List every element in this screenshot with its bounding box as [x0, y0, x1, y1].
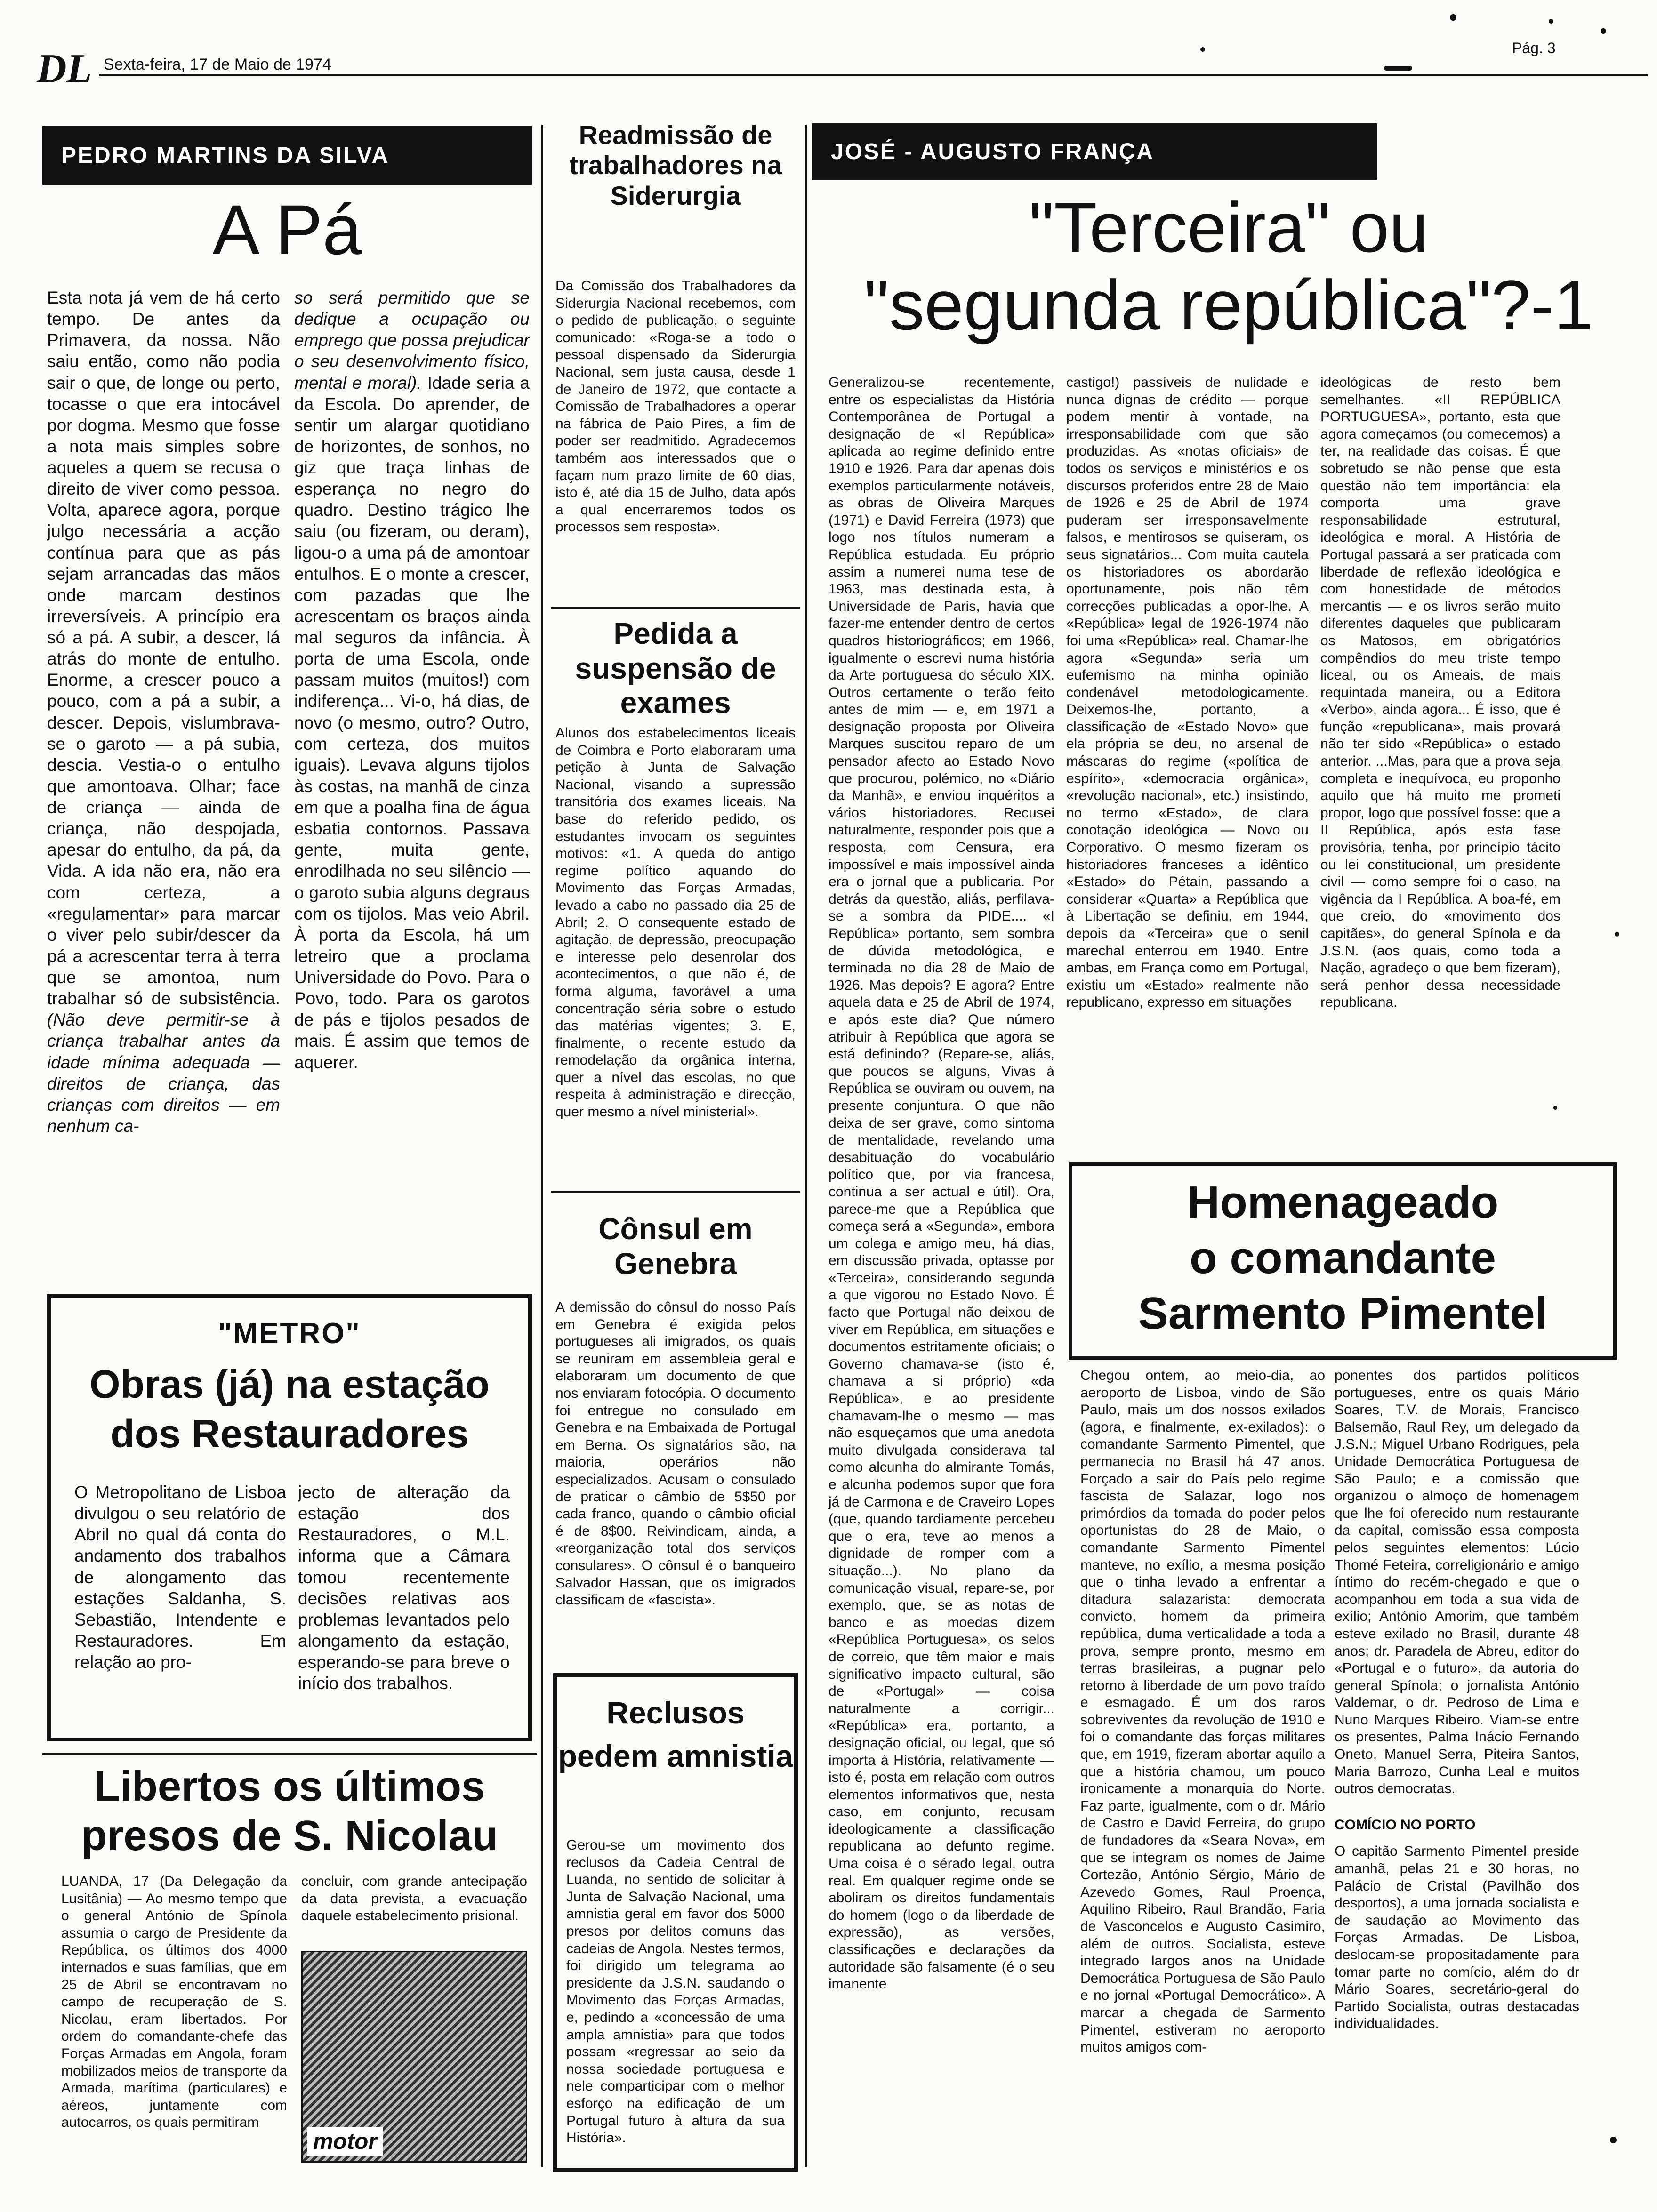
homenagem-text-col2 [1335, 1367, 1579, 2167]
print-speck [1549, 19, 1553, 24]
metro-text-col1: O Metropolitano de Lisboa divulgou o seu relatório de Abril no qual dá conta do andamento dos trabalhos de alongamento das estações Saldanha, S. Sebastião, Intendente e Restauradores. Em relação ao pro- [74, 1483, 286, 1672]
print-speck [1601, 28, 1606, 34]
byline-bar [812, 123, 1377, 180]
section-rule [551, 1191, 800, 1193]
article-text-italic: so será permitido que se dedique a ocupação ou emprego que possa prejudicar o seu desenvolvimento físico, mental e moral). [294, 288, 530, 393]
consul-title: Cônsul em Genebra [598, 1212, 753, 1281]
article-text: Esta nota já vem de há certo tempo. De antes da Primavera, da nossa. Não saiu então, como não podia sair o que, de longe ou perto, tocasse o que era intocável por dogma. Mesmo que fosse a nota mais simples sobre aqueles a quem se recusa o direito de viver como pessoa. Volta, aparece agora, porque julgo necessária a acção contínua para que as pás sejam arrancadas das mãos onde marcam destinos irreversíveis. A princípio era só a pá. A subir, a descer, lá atrás do monte de entulho. Enorme, a crescer pouco a pouco, com a pá a subir, a descer. Depois, vislumbrava-se o garoto — a pá subia, descia. Vestia-o o entulho que amontoava. Olhar; face de criança — ainda de criança, não despojada, apesar do entulho, da pá, da Vida. A ida não era, não era com certeza, a «regulamentar» para marcar o viver pelo subir/descer da pá a acrescentar terra à terra que se amontoa, num trabalhar só de subsistência. [47, 288, 280, 1009]
issue-date: Sexta-feira, 17 de Maio de 1974 [104, 56, 331, 73]
comicio-subhead: COMÍCIO NO PORTO [1335, 1817, 1476, 1833]
homenagem-text: ponentes dos partidos políticos portugueses, entre os quais Mário Soares, T.V. de Morais, Francisco Balsemão, Raul Rey, um delegado da J.S.N.; Miguel Urbano Rodrigues, pela Unidade Democrática Portuguesa de São Paulo; e a comissão que organizou o almoço de homenagem que lhe foi oferecido num restaurante da capital, comissão essa composta pelos seguintes elementos: Lúcio Thomé Feteira, correligionário e amigo íntimo do recém-chegado e que o acompanhou em toda a sua vida de exílio; António Amorim, que também esteve exilado no Brasil, durante 48 anos; dr. Paradela de Abreu, editor do «Portugal e o futuro», da autoria do general Spínola; o jornalista António Valdemar, o dr. Pedroso de Lima e Nuno Marques Ribeiro. Viam-se entre os presentes, Palma Inácio Fernando Oneto, Manuel Serra, Piteira Santos, Maria Barrozo, Cunha Leal e muitos outros democratas. [1335, 1368, 1579, 1797]
republica-title-line2: "segunda república"?-1 [864, 265, 1593, 345]
article-body-col1 [47, 287, 280, 1266]
consul-text: A demissão do cônsul do nosso País em Genebra é exigida pelos portugueses ali imigrados, os quais se reuniram em assembleia geral e elaboraram um documento de que nos enviaram fotocópia. O documento foi entregue no consulado em Genebra e na Embaixada de Portugal em Berna. Os signatários são, na maioria, operários não especializados. Acusam o consulado de praticar o câmbio de 5$50 por cada franco, quando o câmbio oficial é de 8$00. Reivindicam, ainda, a «reorganização total dos serviços consulares». O cônsul é o banqueiro Salvador Hassan, que os imigrados classificam de «fascista». [555, 1299, 796, 1608]
nicolau-title-line1: Libertos os últimos [94, 1763, 485, 1810]
article-body-col2 [294, 287, 530, 1266]
metro-box [47, 1294, 532, 1741]
metro-title-line1: Obras (já) na estação [89, 1362, 490, 1406]
reclusos-text: Gerou-se um movimento dos reclusos da Cadeia Central de Luanda, no sentido de solicitar à Junta de Salvação Nacional, uma amnistia geral em favor dos 5000 presos por delitos comuns das cadeias de Angola. Nestes termos, foi dirigido um telegrama ao presidente da J.S.N. saudando o Movimento das Forças Armadas, e, pedindo a «concessão de uma ampla amnistia» para que todos possam «regressar ao seio da nossa sociedade portuguesa e nele comparticipar com o melhor esforço na edificação de um Portugal futuro à altura da sua História». [566, 1837, 785, 2146]
exames-title: Pedida a suspensão de exames [575, 617, 776, 720]
homenagem-title-line1: Homenageado [1187, 1177, 1499, 1227]
siderurgia-text: Da Comissão dos Trabalhadores da Siderurgia Nacional recebemos, com o pedido de publicação, o seguinte comunicado: «Roga-se a todo o pessoal dispensado da Siderurgia Nacional, sem justa causa, desde 1 de Janeiro de 1972, que contacte a Comissão de Trabalhadores a operar na fábrica de Paio Pires, a fim de poder ser readmitido. Agradecemos também aos interessados que o façam num prazo limite de 60 dias, isto é, até dia 15 de Julho, data após a qual encerraremos todos os processos sem resposta». [555, 278, 796, 535]
exames-text: Alunos dos estabelecimentos liceais de Coimbra e Porto elaboraram uma petição à Junta de Salvação Nacional, visando a supressão transitória dos exames liceais. Na base do referido pedido, os estudantes invocam os seguintes motivos: «1. A queda do antigo regime político aquando do Movimento das Forças Armadas, levado a cabo no passado dia 25 de Abril; 2. O consequente estado de agitação, de depressão, preocupação e interesse pelo desenrolar dos acontecimentos, o que não é, de forma alguma, favorável a uma concentração séria sobre o estudo das matérias vigentes; 3. E, finalmente, o recente estudo da remodelação da orgânica interna, quer a nível das escolas, no que respeita à administração e direcção, quer mesmo a nível ministerial». [555, 725, 796, 1120]
metro-title-line2: dos Restauradores [110, 1411, 469, 1456]
republica-text-col3: ideológicas de resto bem semelhantes. «II REPÚBLICA PORTUGUESA», portanto, esta que agora começamos (ou comecemos) a ter, na realidade das coisas. É que sobretudo se não pense que esta questão não tem importância: ela comporta uma grave responsabilidade estrutural, ideológica e moral. A História de Portugal passará a ser praticada com liberdade de reflexão ideológica e com honestidade de métodos mercantis — e os livros serão muito diferentes daqueles que publicaram os Matosos, em obrigatórios compêndios do meu triste tempo liceal, ou os Ameais, de mais requintada maneira, ou a Editora «Verbo», ainda agora... É isso, que é função «republicana», mais provará não ter sido «República» o estado anterior. ...Mas, para que a prova seja completa e inequívoca, eu proponho aquilo que há muito me prometi propor, logo que possível fosse: que a II República, após esta fase provisória, tenha, por princípio tácito ou lei constitucional, um presidente civil — como sempre foi o caso, na vigência da I República. A boa-fé, em que creio, do «movimento dos capitães», do general Spínola e da J.S.N. (aos quais, como toda a Nação, agradeço o que bem fizeram), será penhor dessa necessidade republicana. [1320, 375, 1560, 1010]
section-rule [551, 607, 800, 609]
column-rule [805, 125, 807, 2167]
article-text: Idade seria a da Escola. Do aprender, de sentir um alargar quotidiano de horizontes, de sonhos, no giz que traça linhas de esperança no negro do quadro. Destino trágico lhe saiu (ou fizeram, ou deram), ligou-o a uma pá de amontoar entulhos. E o monte a crescer, com pazadas que lhe acrescentam os braços ainda mal seguros da infância. À porta de uma Escola, onde passam muitos (muitos!) com indiferença... Vi-o, há dias, de novo (o mesmo, outro? Outro, com certeza, dos muitos iguais). Levava alguns tijolos às costas, na manhã de cinza em que a poalha fina de água esbatia contornos. Passava gente, muita gente, enrodilhada no seu silêncio — o garoto subia alguns degraus com os tijolos. Mas veio Abril. À porta da Escola, há um letreiro que a proclama Universidade do Povo. Para o Povo, todo. Para os garotos de pás e tijolos pesados de mais. É assim que temos de aquerer. [294, 373, 530, 1072]
section-rule [42, 1753, 537, 1755]
homenagem-title-line3: Sarmento Pimentel [1138, 1288, 1548, 1338]
byline: PEDRO MARTINS DA SILVA [61, 143, 390, 168]
metro-text-col2: jecto de alteração da estação dos Restauradores, o M.L. informa que a Câmara tomou recentemente decisões relativas aos problemas levantados pelo alongamento da estação, esperando-se para breve o início dos trabalhos. [298, 1483, 510, 1693]
comicio-text: O capitão Sarmento Pimentel preside amanhã, pelas 21 e 30 horas, no Palácio de Cristal (Pavilhão dos desportos), a uma jornada socialista e de saudação ao Movimento das Forças Armadas. De Lisboa, deslocam-se propositadamente para tomar parte no comício, além do dr Mário Soares, secretário-geral do Partido Socialista, outras destacadas individualidades. [1335, 1843, 1579, 2032]
article-text-italic: (Não deve permitir-se à criança trabalhar antes da idade mínima adequada — direitos de criança, das crianças com direitos — em nenhum ca- [47, 1010, 280, 1136]
republica-text-col1: Generalizou-se recentemente, entre os especialistas da História Contemporânea de Portugal a designação de «I República» aplicada ao regime definido entre 1910 e 1926. Para dar apenas dois exemplos particularmente notáveis, as obras de Oliveira Marques (1971) e David Ferreira (1973) que logo nos títulos numeram a República estudada. Eu próprio assim a numerei numa tese de 1963, mas destinada esta, à Universidade de Paris, havia que fazer-me entender dentro de certos quadros historiográficos; em 1966, igualmente o escrevi numa história da Arte portuguesa do século XIX. Outros certamente o terão feito antes de mim — e, em 1971 a designação proposta por Oliveira Marques suscitou reparo de um pensador afecto ao Estado Novo que procurou, polémico, no «Diário da Manhã», e enviou inquéritos a vários historiadores. Recusei naturalmente, responder pois que a resposta, com Censura, era impossível e mais impossível ainda era o jornal que a publicaria. Por detrás da questão, aliás, perfilava-se a sombra da PIDE.... «I República» portanto, sem sombra de dúvida metodológica, e terminada no dia 28 de Maio de 1926. Mas depois? E agora? Entre aquela data e 25 de Abril de 1974, e após este dia? Que número atribuir à República que agora se está definindo? (Repare-se, aliás, que poucos se alguns, Vivas à República se ouviram ou ouvem, na presente conjuntura. O que não deixa de ser grave, como sintoma de mentalidade, revelando uma desabituação do vocabulário político que, por via francesa, continua a ser actual e útil). Ora, parece-me que a República que começa será a «Segunda», embora um colega e amigo meu, há dias, em discussão privada, optasse por «Terceira», considerando segunda a que vigorou no Estado Novo. É facto que Portugal não deixou de viver em República, em situações e documentos estritamente oficiais; o Governo chamava-se (isto é, chamava a si próprio) «da República», e ao presidente chamavam-lhe o mesmo — mas não esqueçamos que uma anedota muito divulgada considerava tal como alcunha do almirante Tomás, e alcunha podemos supor que fora já de Carmona e de Craveiro Lopes (que, quando tardiamente percebeu que o era, teve ao menos a dignidade de romper com a situação...). No plano da comunicação visual, repare-se, por exemplo, que, se as notas de banco e as moedas dizem «República Portuguesa», os selos de correio, que têm maior e mais significativo impacto cultural, são de «Portugal» — coisa naturalmente a corrigir... «República» era, portanto, a designação oficial, ou legal, que só importa à História, relativamente — isto é, posta em relação com outros elementos informativos que, nesta caso, em conjunto, recusam ideologicamente a classificação republicana ao defunto regime. Uma coisa é o sérado legal, outra real. Em qualquer regime onde se aboliram os direitos fundamentais do homem (logo o da liberdade de expressão), as versões, classificações e declarações da autoridade são falsamente (é o seu imanente [828, 375, 1054, 1992]
motor-ad-label: motor [307, 2127, 383, 2156]
republica-title-line1: "Terceira" ou [1029, 188, 1429, 267]
print-speck [1450, 14, 1456, 21]
nicolau-title-line2: presos de S. Nicolau [81, 1812, 498, 1859]
header-rule [99, 74, 1648, 76]
print-speck [1384, 66, 1412, 71]
byline: JOSÉ - AUGUSTO FRANÇA [831, 139, 1155, 164]
homenagem-title-box [1069, 1162, 1617, 1360]
nicolau-text-col2: concluir, com grande antecipação da data prevista, a evacuação daquele estabelecimento prisional. [301, 1874, 527, 1924]
print-speck [1610, 2137, 1617, 2143]
nicolau-text-col1: LUANDA, 17 (Da Delegação da Lusitânia) — Ao mesmo tempo que o general António de Spínola assumia o cargo de Presidente da República, os últimos dos 4000 internados e suas famílias, que em 25 de Abril se encontravam no campo de recuperação de S. Nicolau, eram libertados. Por ordem do comandante-chefe das Forças Armadas em Angola, foram mobilizados meios de transporte da Armada, marítima (particulares) e aéreos, juntamente com autocarros, os quais permitiram [61, 1874, 287, 2131]
column-rule [541, 125, 543, 2167]
motor-ad-photo [301, 1951, 527, 2163]
print-speck [1615, 932, 1619, 937]
article-title: A Pá [212, 190, 362, 269]
byline-bar [42, 126, 532, 185]
homenagem-title-line2: o comandante [1190, 1233, 1496, 1283]
newspaper-logo: DL [37, 46, 92, 92]
homenagem-text-col1: Chegou ontem, ao meio-dia, ao aeroporto de Lisboa, vindo de São Paulo, mais um dos nossos exilados (agora, e finalmente, ex-exilados): o comandante Sarmento Pimentel, que permanecia no Brasil há 47 anos. Forçado a sair do País pelo regime fascista de Salazar, logo nos primórdios da tomada do poder pelos oportunistas do 28 de Maio, o comandante Sarmento Pimentel manteve, no exílio, a mesma posição que o tinha levado a enfrentar a ditadura salazarista: democrata convicto, homem da primeira república, duma verticalidade a toda a prova, sempre pronto, mesmo em terras brasileiras, a pugnar pelo retorno à liberdade de um povo traído e esmagado. É um dos raros sobreviventes da revolução de 1910 e foi o comandante das forças militares que, em 1919, fizeram abortar aquilo a que a história chamou, um pouco ironicamente a monarquia do Norte. Faz parte, igualmente, com o dr. Mário de Castro e David Ferreira, do grupo de fundadores da «Seara Nova», em que se integram os nomes de Jaime Cortezão, António Sérgio, Mário de Azevedo Gomes, Raul Proença, Aquilino Ribeiro, Raul Brandão, Faria de Vasconcelos e Augusto Casimiro, além de outros. Socialista, esteve integrado largos anos na Unidade Democrática Portuguesa de São Paulo e no jornal «Portugal Democrático». A marcar a chegada de Sarmento Pimentel, estiveram no aeroporto muitos amigos com- [1080, 1368, 1325, 2055]
reclusos-box [553, 1673, 798, 2172]
page-number: Pág. 3 [1512, 40, 1556, 56]
republica-text-col2: castigo!) passíveis de nulidade e nunca dignas de crédito — porque podem mentir à vontade, na irresponsabilidade com que são produzidas. As «notas oficiais» de todos os serviços e ministérios e os discursos proferidos entre 28 de Maio de 1926 e 25 de Abril de 1974 puderam ser irresponsavelmente falsos, e mentirosos se quiseram, os seus signatários... Com muita cautela os historiadores os abordarão oportunamente, pois não têm correcções publicadas a opor-lhe. A «República» legal de 1926-1974 não foi uma «República» real. Chamar-lhe agora «Segunda» seria um eufemismo na minha opinião condenável metodologicamente. Deixemos-lhe, portanto, a classificação de «Estado Novo» que ela própria se deu, no arsenal de máscaras do regime («política de espírito», «democracia orgânica», «revolução nacional», etc.) insistindo, no termo «Estado», de clara conotação ideológica — Novo ou Corporativo. O mesmo fizeram os historiadores franceses a idêntico «Estado» do Pétain, passando a considerar «Quarta» a República que à Libertação se definiu, em 1944, depois da «Terceira» que o senil marechal enterrou em 1940. Entre ambas, em França como em Portugal, existiu um «Estado» realmente não republicano, expresso em situações [1066, 375, 1309, 1010]
metro-kicker: "METRO" [218, 1317, 361, 1350]
reclusos-title: Reclusos pedem amnistia [558, 1695, 793, 1774]
print-speck [1200, 47, 1205, 52]
siderurgia-title: Readmissão de trabalhadores na Siderurgia [569, 120, 782, 210]
